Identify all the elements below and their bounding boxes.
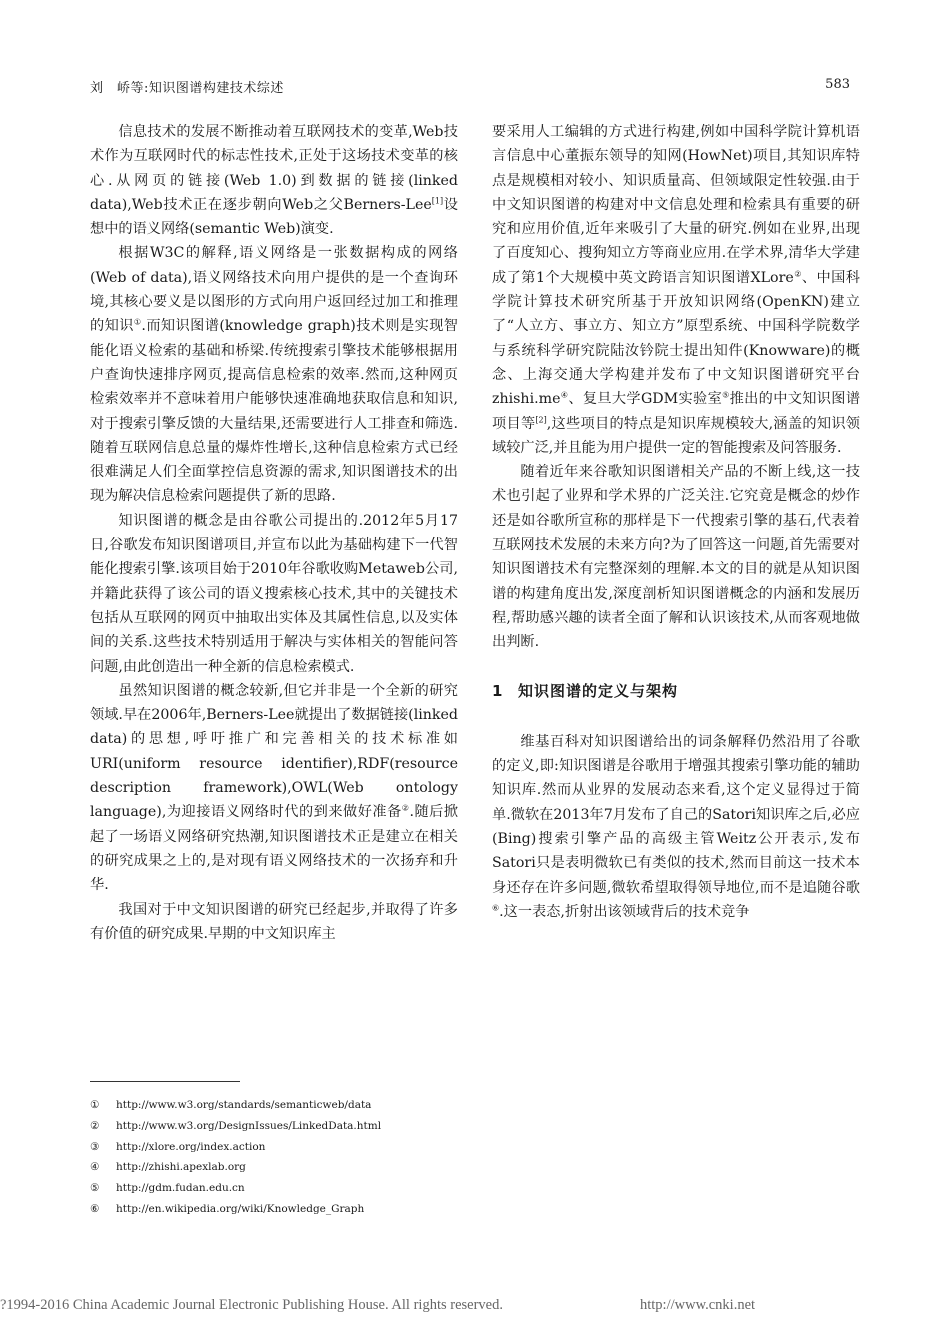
footnote-link[interactable]: http://gdm.fudan.edu.cn [116,1182,245,1195]
right-column [492,120,860,924]
left-column [90,120,458,946]
paragraph: 虽然知识图谱的概念较新,但它并非是一个全新的研究领域.早在2006年,Berners-Lee就提出了数据链接(linked data)的思想,呼吁推广和完善相关的技术标准如URI(uniform resource identifier),RDF(resource description framework),OWL(Web ontology language),为迎接语义网络时代的到来做好准备②.随后掀起了一场语义网络研究热潮,知识图谱技术正是建立在相关的研究成果之上的,是对现有语义网络技术的一次扬弃和升华. [90,682,458,894]
footnote: ③ http://xlore.org/index.action [90,1140,266,1153]
footnote-link[interactable]: http://xlore.org/index.action [116,1140,266,1153]
paragraph: 信息技术的发展不断推动着互联网技术的变革,Web技术作为互联网时代的标志性技术,正处于这场技术变革的核心.从网页的链接(Web 1.0)到数据的链接(linked data),Web技术正在逐步朝向Web之父Berners-Lee[1]设想中的语义网络(semantic Web)演变. [90,124,458,238]
section-title: 知识图谱的定义与架构 [518,681,679,700]
footnote-link[interactable]: http://en.wikipedia.org/wiki/Knowledge_Graph [116,1202,365,1215]
paragraph: 维基百科对知识图谱给出的词条解释仍然沿用了谷歌的定义,即:知识图谱是谷歌用于增强其搜索引擎功能的辅助知识库.然而从业界的发展动态来看,这个定义显得过于简单.微软在2013年7月发布了自己的Satori知识库之后,必应(Bing)搜索引擎产品的高级主管Weitz公开表示,发布Satori只是表明微软已有类似的技术,然而目前这一技术本身还存在许多问题,微软希望取得领导地位,而不是追随谷歌⑥.这一表态,折射出该领域背后的技术竞争 [492,733,860,920]
footnote-link[interactable]: http://www.w3.org/DesignIssues/LinkedData.html [116,1119,382,1132]
page-number: 583 [825,77,850,92]
footnote-ref[interactable]: ① [133,317,142,327]
footnote: ⑤ http://gdm.fudan.edu.cn [90,1182,245,1195]
paragraph: 知识图谱的概念是由谷歌公司提出的.2012年5月17日,谷歌发布知识图谱项目,并宣布以此为基础构建下一代智能化搜索引擎.该项目始于2010年谷歌收购Metaweb公司,并籍此获得了该公司的语义搜索核心技术,其中的关键技术包括从互联网的网页中抽取出实体及其属性信息,以及实体间的关系.这些技术特别适用于解决与实体相关的智能问答问题,由此创造出一种全新的信息检索模式. [90,512,458,675]
footnote: ② http://www.w3.org/DesignIssues/LinkedData.html [90,1119,382,1132]
citation[interactable]: [1] [431,196,444,206]
copyright-text: ?1994-2016 China Academic Journal Electronic Publishing House. All rights reserved. [0,1297,503,1313]
footnote-ref[interactable]: ② [401,803,410,813]
running-header [90,77,850,99]
paragraph: 随着近年来谷歌知识图谱相关产品的不断上线,这一技术也引起了业界和学术界的广泛关注.它究竟是概念的炒作还是如谷歌所宣称的那样是下一代搜索引擎的基石,代表着互联网技术发展的未来方向?为了回答这一问题,首先需要对知识图谱技术有完整深刻的理解.本文的目的就是从知识图谱的构建角度出发,深度剖析知识图谱概念的内涵和发展历程,帮助感兴趣的读者全面了解和认识该技术,从而客观地做出判断. [492,464,860,651]
section-heading [492,679,860,703]
running-title: 刘 峤等:知识图谱构建技术综述 [90,81,284,96]
footnote-link[interactable]: http://www.w3.org/standards/semanticweb/data [116,1099,372,1111]
footnote-ref[interactable]: ② [793,269,802,279]
cnki-link[interactable]: http://www.cnki.net [640,1297,756,1313]
section-number: 1 [492,681,504,700]
footnote-ref[interactable]: ⑤ [722,390,730,400]
footnote-link[interactable]: http://zhishi.apexlab.org [116,1161,246,1174]
footnote: ④ http://zhishi.apexlab.org [90,1161,246,1174]
paragraph: 根据W3C的解释,语义网络是一张数据构成的网络(Web of data),语义网络技术向用户提供的是一个查询环境,其核心要义是以图形的方式向用户返回经过加工和推理的知识①.而知识图谱(knowledge graph)技术则是实现智能化语义检索的基础和桥梁.传统搜索引擎技术能够根据用户查询快速排序网页,提高信息检索的效率.然而,这种网页检索效率并不意味着用户能够快速准确地获取信息和知识,对于搜索引擎反馈的大量结果,还需要进行人工排查和筛选.随着互联网信息总量的爆炸性增长,这种信息检索方式已经很难满足人们全面掌控信息资源的需求,知识图谱技术的出现为解决信息检索问题提供了新的思路. [90,245,458,505]
footnote: ⑥ http://en.wikipedia.org/wiki/Knowledge_Graph [90,1202,365,1215]
footnote-ref[interactable]: ④ [560,390,569,400]
footnotes [90,1095,590,1220]
footnote: ① http://www.w3.org/standards/semanticweb/data [90,1099,372,1111]
citation[interactable]: [2] [535,414,547,424]
footnote-ref[interactable]: ⑥ [492,903,500,913]
footnote-divider [90,1081,240,1082]
paragraph: 我国对于中文知识图谱的研究已经起步,并取得了许多有价值的研究成果.早期的中文知识库主 [90,901,458,942]
paragraph: 要采用人工编辑的方式进行构建,例如中国科学院计算机语言信息中心董振东领导的知网(HowNet)项目,其知识库特点是规模相对较小、知识质量高、但领域限定性较强.由于中文知识图谱的构建对中文信息处理和检索具有重要的研究和应用价值,近年来吸引了大量的研究.例如在业界,出现了百度知心、搜狗知立方等商业应用.在学术界,清华大学建成了第1个大规模中英文跨语言知识图谱XLore②、中国科学院计算技术研究所基于开放知识网络(OpenKN)建立了“人立方、事立方、知立方”原型系统、中国科学院数学与系统科学研究院陆汝钤院士提出知件(Knowware)的概念、上海交通大学构建并发布了中文知识图谱研究平台zhishi.me④、复旦大学GDM实验室⑤推出的中文知识图谱项目等[2],这些项目的特点是知识库规模较大,涵盖的知识领域较广泛,并且能为用户提供一定的智能搜索及问答服务. [492,124,861,456]
